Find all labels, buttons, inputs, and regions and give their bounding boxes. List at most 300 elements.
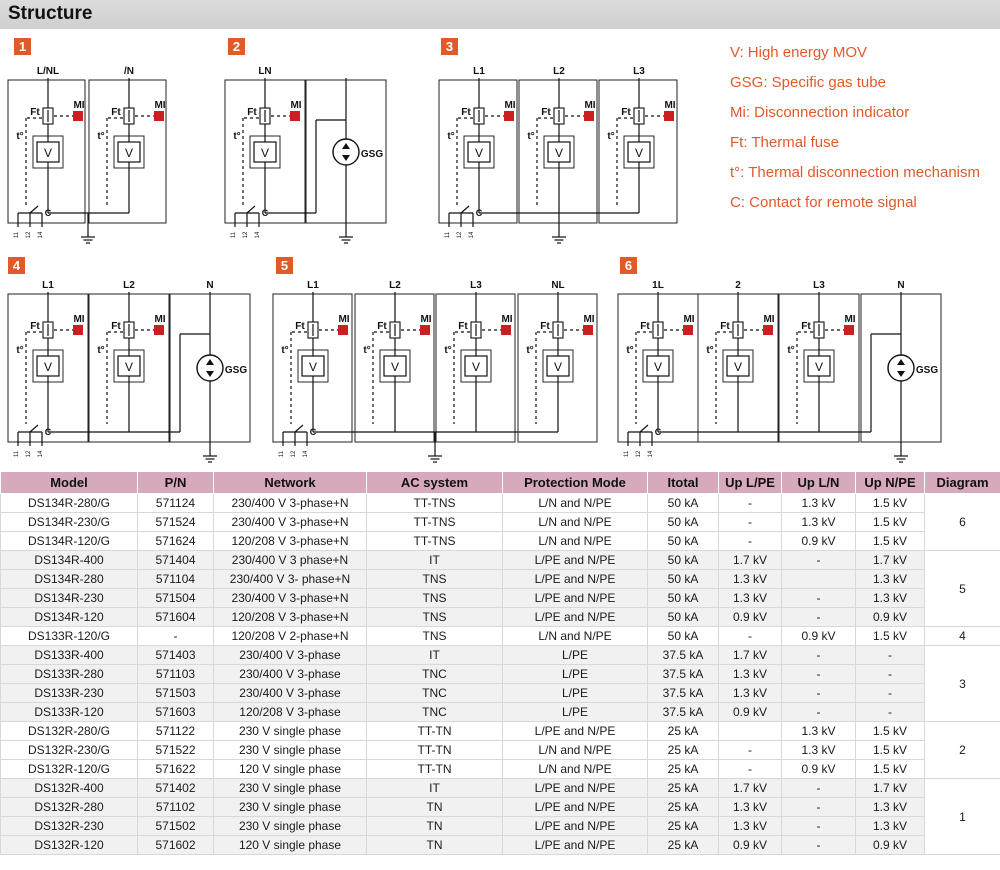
pin-label: 11 — [445, 231, 451, 239]
mi-label: MI — [584, 100, 596, 111]
table-cell: 571124 — [138, 494, 214, 513]
contact-label: C — [44, 208, 52, 218]
table-cell: 0.9 kV — [782, 627, 856, 646]
mi-label: MI — [683, 314, 695, 325]
mi-indicator-icon — [420, 325, 430, 335]
table-cell: - — [719, 627, 782, 646]
mov-label: V — [124, 146, 134, 160]
mi-indicator-icon — [683, 325, 693, 335]
ft-label: Ft — [111, 321, 121, 332]
table-cell: 1.5 kV — [856, 741, 925, 760]
mov-label: V — [554, 146, 564, 160]
table-cell: TNC — [367, 665, 503, 684]
mov-label: V — [390, 360, 400, 374]
ft-label: Ft — [541, 107, 551, 118]
section-header — [0, 0, 1000, 29]
table-cell: - — [782, 551, 856, 570]
mi-indicator-icon — [664, 111, 674, 121]
pin-label: 11 — [14, 231, 20, 239]
table-cell: 571602 — [138, 836, 214, 855]
table-header-row — [1, 472, 1000, 494]
table-cell: IT — [367, 551, 503, 570]
table-cell: - — [782, 779, 856, 798]
table-row — [1, 570, 1000, 589]
diagram-number: 3 — [445, 39, 454, 54]
pin-label: 14 — [255, 231, 261, 239]
t-label: t° — [444, 345, 452, 356]
table-cell: L/N and N/PE — [503, 494, 648, 513]
table-cell: TT-TN — [367, 741, 503, 760]
mi-label: MI — [154, 314, 166, 325]
mi-indicator-icon — [338, 325, 348, 335]
table-body — [1, 494, 1000, 855]
table-row — [1, 798, 1000, 817]
table-cell: 571403 — [138, 646, 214, 665]
ft-label: Ft — [801, 321, 811, 332]
table-cell: 230 V single phase — [214, 779, 367, 798]
gsg-icon — [197, 355, 223, 381]
mov-label: V — [474, 146, 484, 160]
table-cell: 25 kA — [648, 836, 719, 855]
table-cell: DS134R-230 — [1, 589, 138, 608]
table-cell: L/PE and N/PE — [503, 589, 648, 608]
table-cell: TNC — [367, 684, 503, 703]
table-cell: L/PE and N/PE — [503, 722, 648, 741]
table-cell: DS132R-230/G — [1, 741, 138, 760]
pin-label: 11 — [624, 450, 630, 458]
ft-label: Ft — [377, 321, 387, 332]
mi-indicator-icon — [584, 111, 594, 121]
t-label: t° — [16, 345, 24, 356]
table-cell: L/N and N/PE — [503, 627, 648, 646]
table-cell: 1.3 kV — [719, 570, 782, 589]
table-cell: 1.3 kV — [719, 798, 782, 817]
table-cell: - — [719, 741, 782, 760]
table-cell: 0.9 kV — [782, 532, 856, 551]
table-cell: 120 V single phase — [214, 760, 367, 779]
table-cell: - — [782, 836, 856, 855]
pin-label: 12 — [26, 231, 32, 239]
table-cell: 25 kA — [648, 741, 719, 760]
table-cell: 1.7 kV — [856, 551, 925, 570]
table-cell: L/PE — [503, 703, 648, 722]
table-cell: TN — [367, 836, 503, 855]
gsg-icon — [888, 355, 914, 381]
terminal-label: 2 — [735, 280, 741, 291]
table-row — [1, 627, 1000, 646]
t-label: t° — [447, 131, 455, 142]
terminal-label: L2 — [553, 66, 565, 77]
table-cell: DS133R-230 — [1, 684, 138, 703]
table-cell: L/PE and N/PE — [503, 779, 648, 798]
table-cell: L/PE and N/PE — [503, 817, 648, 836]
table-cell: 50 kA — [648, 627, 719, 646]
table-cell: DS132R-120/G — [1, 760, 138, 779]
table-cell: L/N and N/PE — [503, 760, 648, 779]
table-cell: DS133R-280 — [1, 665, 138, 684]
table-cell: 37.5 kA — [648, 703, 719, 722]
table-cell: 571122 — [138, 722, 214, 741]
contact-label: C — [654, 427, 662, 437]
table-cell: TNS — [367, 627, 503, 646]
table-cell: 1.3 kV — [856, 817, 925, 836]
table-cell: 1.7 kV — [719, 646, 782, 665]
table-row — [1, 836, 1000, 855]
table-cell: 1.5 kV — [856, 494, 925, 513]
t-label: t° — [527, 131, 535, 142]
column-header-itotal: Itotal — [648, 472, 719, 494]
table-cell: 230/400 V 3-phase — [214, 684, 367, 703]
mov-label: V — [43, 360, 53, 374]
t-label: t° — [97, 345, 105, 356]
table-cell: - — [856, 646, 925, 665]
column-header-diagram: Diagram — [925, 472, 1000, 494]
diagram-number: 4 — [12, 258, 21, 273]
table-cell: DS132R-120 — [1, 836, 138, 855]
t-label: t° — [363, 345, 371, 356]
ft-label: Ft — [458, 321, 468, 332]
table-row — [1, 722, 1000, 741]
table-cell: - — [782, 703, 856, 722]
table-cell: 120/208 V 3-phase — [214, 703, 367, 722]
table-cell: - — [782, 608, 856, 627]
mov-label: V — [553, 360, 563, 374]
diagram-cell: 2 — [925, 722, 1000, 779]
table-cell: 571503 — [138, 684, 214, 703]
pin-label: 14 — [648, 450, 654, 458]
table-cell: DS134R-280/G — [1, 494, 138, 513]
table-row — [1, 703, 1000, 722]
pin-label: 14 — [38, 450, 44, 458]
mi-indicator-icon — [73, 325, 83, 335]
mi-label: MI — [420, 314, 432, 325]
terminal-label: L3 — [470, 280, 482, 291]
table-cell: 230/400 V 3-phase+N — [214, 494, 367, 513]
table-cell: - — [782, 665, 856, 684]
mi-label: MI — [583, 314, 595, 325]
table-cell: - — [856, 665, 925, 684]
table-cell: L/PE and N/PE — [503, 798, 648, 817]
mi-label: MI — [501, 314, 513, 325]
table-cell: TNS — [367, 589, 503, 608]
table-cell: 571504 — [138, 589, 214, 608]
table-cell: IT — [367, 646, 503, 665]
table-row — [1, 760, 1000, 779]
legend-item-mi: Mi: Disconnection indicator — [730, 104, 910, 121]
t-label: t° — [281, 345, 289, 356]
terminal-label: L1 — [307, 280, 319, 291]
table-cell: 120/208 V 2-phase+N — [214, 627, 367, 646]
table-cell: 230 V single phase — [214, 798, 367, 817]
legend-item-thermal: t°: Thermal disconnection mechanism — [730, 164, 980, 181]
mov-label: V — [260, 146, 270, 160]
table-cell: 1.3 kV — [856, 798, 925, 817]
table-cell: 571603 — [138, 703, 214, 722]
table-cell: 50 kA — [648, 551, 719, 570]
table-cell: L/PE — [503, 665, 648, 684]
table-cell: 1.5 kV — [856, 760, 925, 779]
legend-item-gsg: GSG: Specific gas tube — [730, 74, 886, 91]
table-cell: L/N and N/PE — [503, 532, 648, 551]
column-header-up-l-n: Up L/N — [782, 472, 856, 494]
mi-label: MI — [290, 100, 302, 111]
table-cell: TNS — [367, 570, 503, 589]
contact-switch — [30, 425, 38, 432]
contact-switch — [247, 206, 255, 213]
table-cell: TT-TNS — [367, 494, 503, 513]
table-cell: 1.5 kV — [856, 627, 925, 646]
terminal-label: LN — [258, 66, 272, 77]
legend-item-contact: C: Contact for remote signal — [730, 194, 917, 211]
ft-label: Ft — [540, 321, 550, 332]
table-cell: 571104 — [138, 570, 214, 589]
contact-switch — [295, 425, 303, 432]
table-cell: 1.7 kV — [719, 779, 782, 798]
table-cell: IT — [367, 779, 503, 798]
mov-label: V — [733, 360, 743, 374]
ft-label: Ft — [30, 107, 40, 118]
table-cell: 1.5 kV — [856, 722, 925, 741]
pin-label: 11 — [14, 450, 20, 458]
terminal-label: L3 — [813, 280, 825, 291]
table-cell: 571103 — [138, 665, 214, 684]
table-cell: TNS — [367, 608, 503, 627]
table-cell: 37.5 kA — [648, 684, 719, 703]
column-header-up-n-pe: Up N/PE — [856, 472, 925, 494]
table-row — [1, 665, 1000, 684]
mov-label: V — [653, 360, 663, 374]
table-cell: 230/400 V 3 phase+N — [214, 551, 367, 570]
table-cell: 1.3 kV — [719, 817, 782, 836]
table-cell: DS134R-120/G — [1, 532, 138, 551]
contact-label: C — [44, 427, 52, 437]
table-cell: 120/208 V 3-phase+N — [214, 532, 367, 551]
contact-switch — [461, 206, 469, 213]
table-cell: TT-TN — [367, 760, 503, 779]
table-cell: 0.9 kV — [856, 608, 925, 627]
contact-switch — [640, 425, 648, 432]
mi-indicator-icon — [290, 111, 300, 121]
pin-label: 12 — [291, 450, 297, 458]
gsg-label: GSG — [360, 149, 384, 160]
pin-label: 11 — [231, 231, 237, 239]
t-label: t° — [787, 345, 795, 356]
t-label: t° — [706, 345, 714, 356]
terminal-label: L3 — [633, 66, 645, 77]
table-row — [1, 646, 1000, 665]
table-cell: DS132R-280/G — [1, 722, 138, 741]
column-header-network: Network — [214, 472, 367, 494]
table-cell: 571524 — [138, 513, 214, 532]
pin-label: 14 — [469, 231, 475, 239]
table-cell: L/PE and N/PE — [503, 551, 648, 570]
table-cell: 50 kA — [648, 532, 719, 551]
table-cell: TN — [367, 798, 503, 817]
mi-indicator-icon — [504, 111, 514, 121]
pin-label: 11 — [279, 450, 285, 458]
table-cell: 1.3 kV — [782, 741, 856, 760]
table-cell: DS132R-280 — [1, 798, 138, 817]
table-row — [1, 741, 1000, 760]
table-cell: 1.3 kV — [782, 494, 856, 513]
mov-label: V — [814, 360, 824, 374]
terminal-label: N — [897, 280, 905, 291]
diagram-number: 5 — [280, 258, 289, 273]
legend — [730, 38, 998, 218]
terminal-label: L1 — [473, 66, 485, 77]
table-cell: - — [782, 798, 856, 817]
terminal-label: L1 — [42, 280, 54, 291]
pin-label: 12 — [26, 450, 32, 458]
table-row — [1, 684, 1000, 703]
table-cell: 230 V single phase — [214, 741, 367, 760]
diagram-cell: 1 — [925, 779, 1000, 855]
table-cell: DS132R-400 — [1, 779, 138, 798]
t-label: t° — [626, 345, 634, 356]
table-cell — [719, 722, 782, 741]
table-cell: 1.3 kV — [856, 570, 925, 589]
table-cell: 120/208 V 3-phase+N — [214, 608, 367, 627]
terminal-label: N — [206, 280, 214, 291]
mov-label: V — [471, 360, 481, 374]
diagram-number: 6 — [624, 258, 633, 273]
gsg-label: GSG — [915, 365, 939, 376]
gsg-label: GSG — [224, 365, 248, 376]
table-cell: 571502 — [138, 817, 214, 836]
table-cell: 0.9 kV — [719, 836, 782, 855]
ft-label: Ft — [720, 321, 730, 332]
table-cell: 230 V single phase — [214, 722, 367, 741]
table-cell: TT-TN — [367, 722, 503, 741]
table-row — [1, 532, 1000, 551]
diagram-cell: 3 — [925, 646, 1000, 722]
table-cell: 1.3 kV — [719, 684, 782, 703]
mov-label: V — [43, 146, 53, 160]
gsg-icon — [333, 139, 359, 165]
table-row — [1, 494, 1000, 513]
table-cell: 0.9 kV — [719, 703, 782, 722]
mi-indicator-icon — [154, 325, 164, 335]
mi-indicator-icon — [501, 325, 511, 335]
mi-indicator-icon — [154, 111, 164, 121]
table-cell: 1.3 kV — [782, 513, 856, 532]
diagram-cell: 6 — [925, 494, 1000, 551]
pin-label: 12 — [243, 231, 249, 239]
column-header-model: Model — [1, 472, 138, 494]
diagram-cell: 5 — [925, 551, 1000, 627]
diagram-cell: 4 — [925, 627, 1000, 646]
terminal-label: L2 — [389, 280, 401, 291]
table-cell: L/PE — [503, 646, 648, 665]
table-cell: 50 kA — [648, 513, 719, 532]
table-cell: 0.9 kV — [719, 608, 782, 627]
ft-label: Ft — [247, 107, 257, 118]
mov-label: V — [124, 360, 134, 374]
mi-label: MI — [73, 314, 85, 325]
table-cell: 571624 — [138, 532, 214, 551]
pin-label: 12 — [457, 231, 463, 239]
table-cell: L/N and N/PE — [503, 513, 648, 532]
table-cell: 120 V single phase — [214, 836, 367, 855]
table-cell: 230/400 V 3-phase+N — [214, 513, 367, 532]
terminal-label: L/NL — [36, 66, 60, 77]
table-cell: 230 V single phase — [214, 817, 367, 836]
table-cell: 230/400 V 3-phase — [214, 665, 367, 684]
table-cell: 1.3 kV — [719, 665, 782, 684]
table-cell: 50 kA — [648, 570, 719, 589]
mi-indicator-icon — [844, 325, 854, 335]
ft-label: Ft — [621, 107, 631, 118]
table-cell: - — [782, 817, 856, 836]
terminal-label: L2 — [123, 280, 135, 291]
column-header-p-n: P/N — [138, 472, 214, 494]
table-cell: TNC — [367, 703, 503, 722]
table-cell: - — [719, 760, 782, 779]
table-cell: 1.5 kV — [856, 513, 925, 532]
table-cell: 571404 — [138, 551, 214, 570]
table-cell: DS133R-120/G — [1, 627, 138, 646]
table-cell: DS133R-120 — [1, 703, 138, 722]
table-cell: 1.3 kV — [782, 722, 856, 741]
contact-label: C — [475, 208, 483, 218]
mi-label: MI — [763, 314, 775, 325]
table-cell: 25 kA — [648, 798, 719, 817]
t-label: t° — [233, 131, 241, 142]
mov-label: V — [308, 360, 318, 374]
table-cell: 37.5 kA — [648, 665, 719, 684]
t-label: t° — [97, 131, 105, 142]
column-header-up-l-pe: Up L/PE — [719, 472, 782, 494]
pin-label: 12 — [636, 450, 642, 458]
table-cell: 1.3 kV — [856, 589, 925, 608]
table-cell: L/PE and N/PE — [503, 836, 648, 855]
table-row — [1, 589, 1000, 608]
table-row — [1, 608, 1000, 627]
table-cell — [782, 570, 856, 589]
ft-label: Ft — [461, 107, 471, 118]
mi-indicator-icon — [583, 325, 593, 335]
table-cell: 571604 — [138, 608, 214, 627]
table-cell: DS133R-400 — [1, 646, 138, 665]
table-cell: 50 kA — [648, 494, 719, 513]
table-cell: L/PE and N/PE — [503, 608, 648, 627]
contact-switch — [30, 206, 38, 213]
t-label: t° — [607, 131, 615, 142]
mi-label: MI — [504, 100, 516, 111]
ft-label: Ft — [640, 321, 650, 332]
column-header-ac-system: AC system — [367, 472, 503, 494]
mi-label: MI — [73, 100, 85, 111]
table-row — [1, 551, 1000, 570]
mi-label: MI — [844, 314, 856, 325]
table-row — [1, 513, 1000, 532]
table-cell: DS134R-230/G — [1, 513, 138, 532]
table-cell: - — [856, 703, 925, 722]
legend-item-ft: Ft: Thermal fuse — [730, 134, 839, 151]
terminal-label: /N — [124, 66, 134, 77]
table-cell: 0.9 kV — [782, 760, 856, 779]
mi-indicator-icon — [73, 111, 83, 121]
section-title: Structure — [8, 3, 93, 24]
table-cell: - — [782, 646, 856, 665]
table-cell: 25 kA — [648, 760, 719, 779]
ft-label: Ft — [111, 107, 121, 118]
table-cell: L/N and N/PE — [503, 741, 648, 760]
table-cell: 230/400 V 3-phase+N — [214, 589, 367, 608]
table-cell: DS132R-230 — [1, 817, 138, 836]
diagram-number: 1 — [18, 39, 27, 54]
table-cell: 571402 — [138, 779, 214, 798]
